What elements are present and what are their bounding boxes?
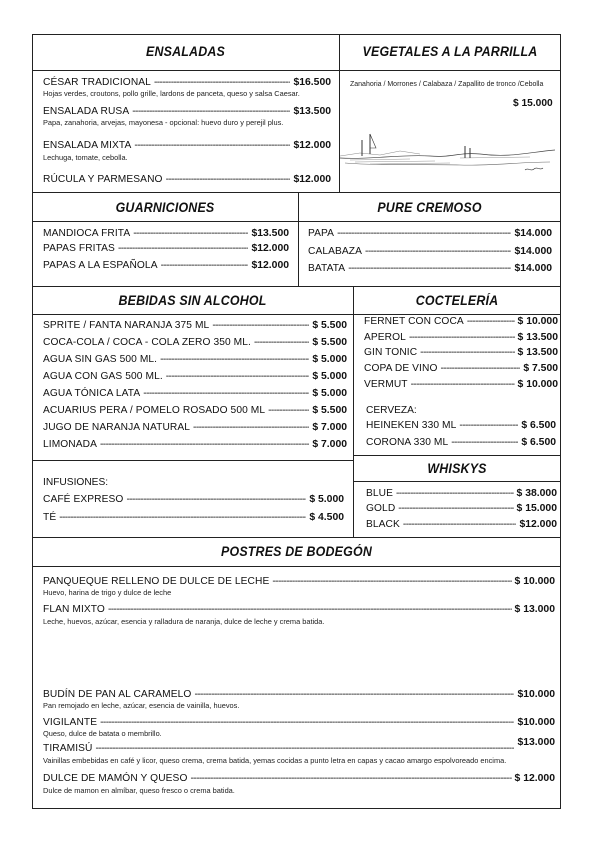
vegetales-title: VEGETALES A LA PARRILLA bbox=[362, 44, 538, 59]
ensaladas-title: ENSALADAS bbox=[146, 44, 225, 59]
list-item bbox=[43, 228, 289, 239]
list-item bbox=[366, 488, 557, 499]
item-description: Queso, dulce de batata o membrillo. bbox=[43, 729, 162, 738]
item-description: Dulce de mamon en almíbar, queso fresco o crema batida. bbox=[43, 786, 235, 795]
divider bbox=[32, 460, 353, 461]
list-item bbox=[43, 773, 555, 784]
item-price: $14.000 bbox=[514, 263, 552, 274]
bebidas-title: BEBIDAS SIN ALCOHOL bbox=[118, 293, 267, 308]
divider bbox=[353, 455, 561, 456]
item-name: FLAN MIXTO bbox=[43, 604, 105, 615]
dotted-leader bbox=[268, 405, 309, 416]
item-price: $ 5.000 bbox=[309, 494, 344, 505]
item-price: $13.500 bbox=[251, 228, 289, 239]
dotted-leader bbox=[95, 743, 514, 754]
item-name: PANQUEQUE RELLENO DE DULCE DE LECHE bbox=[43, 576, 270, 587]
divider bbox=[32, 192, 561, 193]
dotted-leader bbox=[396, 488, 514, 499]
item-description: Papa, zanahoria, arvejas, mayonesa - opcional: huevo duro y perejil plus. bbox=[43, 118, 284, 127]
item-description: Pan remojado en leche, azúcar, esencia de vainilla, huevos. bbox=[43, 701, 240, 710]
dotted-leader bbox=[337, 228, 511, 239]
item-price: $ 10.000 bbox=[517, 379, 558, 390]
item-name: AGUA SIN GAS 500 ML. bbox=[43, 354, 158, 365]
dotted-leader bbox=[100, 439, 309, 450]
divider bbox=[32, 221, 561, 222]
item-name: ENSALADA MIXTA bbox=[43, 140, 132, 151]
item-description: Vainillas embebidas en café y licor, queso crema, crema batida, yemas cocidas a punto letra en capas y cacao amargo espolvoreado encima. bbox=[43, 756, 507, 765]
dotted-leader bbox=[272, 576, 511, 587]
item-description: Hojas verdes, croutons, pollo grille, lardons de panceta, queso y salsa Caesar. bbox=[43, 89, 300, 98]
cocteleria-title: COCTELERÍA bbox=[415, 293, 499, 308]
list-item bbox=[43, 388, 347, 399]
dotted-leader bbox=[100, 717, 514, 728]
dotted-leader bbox=[190, 773, 511, 784]
item-price: $14.000 bbox=[514, 246, 552, 257]
list-item bbox=[43, 260, 289, 271]
item-description: Lechuga, tomate, cebolla. bbox=[43, 153, 128, 162]
dotted-leader bbox=[348, 263, 511, 274]
item-name: TÉ bbox=[43, 512, 57, 523]
divider bbox=[32, 314, 561, 315]
item-name: RÚCULA Y PARMESANO bbox=[43, 174, 163, 185]
list-item bbox=[43, 737, 555, 754]
vegetales-description: Zanahoria / Morrones / Calabaza / Zapallito de tronco /Cebolla bbox=[350, 81, 544, 88]
dotted-leader bbox=[132, 106, 290, 117]
item-price: $ 13.000 bbox=[514, 604, 555, 615]
list-item bbox=[43, 512, 344, 523]
divider bbox=[32, 537, 561, 538]
item-price: $ 13.500 bbox=[517, 347, 558, 358]
item-name: ACUARIUS PERA / POMELO ROSADO 500 ML bbox=[43, 405, 266, 416]
item-name: JUGO DE NARANJA NATURAL bbox=[43, 422, 191, 433]
dotted-leader bbox=[59, 512, 306, 523]
list-item bbox=[364, 316, 558, 327]
item-name: SPRITE / FANTA NARANJA 375 ML bbox=[43, 320, 210, 331]
item-name: BLUE bbox=[366, 488, 394, 499]
item-price: $ 5.000 bbox=[312, 388, 347, 399]
dotted-leader bbox=[440, 363, 520, 374]
pure-title: PURE CREMOSO bbox=[377, 200, 482, 215]
list-item bbox=[43, 405, 347, 416]
item-price: $ 7.000 bbox=[312, 439, 347, 450]
item-name: ENSALADA RUSA bbox=[43, 106, 130, 117]
item-name: GIN TONIC bbox=[364, 347, 418, 358]
divider bbox=[298, 192, 299, 286]
list-item bbox=[43, 689, 555, 700]
dotted-leader bbox=[459, 420, 518, 431]
divider bbox=[32, 70, 561, 71]
dotted-leader bbox=[411, 379, 515, 390]
list-item bbox=[308, 228, 552, 239]
item-price: $ 5.500 bbox=[312, 337, 347, 348]
item-name: COCA-COLA / COCA - COLA ZERO 350 ML. bbox=[43, 337, 251, 348]
item-name: CÉSAR TRADICIONAL bbox=[43, 77, 151, 88]
list-item bbox=[43, 494, 344, 505]
item-price: $ 6.500 bbox=[521, 420, 556, 431]
item-price: $12.000 bbox=[293, 174, 331, 185]
list-item bbox=[43, 77, 331, 88]
item-price: $ 7.500 bbox=[523, 363, 558, 374]
list-item bbox=[43, 717, 555, 728]
item-price: $ 5.500 bbox=[312, 405, 347, 416]
item-name: CAFÉ EXPRESO bbox=[43, 494, 124, 505]
dotted-leader bbox=[409, 332, 515, 343]
item-name: BATATA bbox=[308, 263, 346, 274]
dotted-leader bbox=[420, 347, 514, 358]
item-price: $ 10.000 bbox=[517, 316, 558, 327]
list-item bbox=[364, 347, 558, 358]
dotted-leader bbox=[143, 388, 309, 399]
item-name: CALABAZA bbox=[308, 246, 363, 257]
item-price: $ 10.000 bbox=[514, 576, 555, 587]
item-price: $ 5.000 bbox=[312, 371, 347, 382]
landscape-sketch-illustration bbox=[340, 118, 555, 188]
postres-title: POSTRES DE BODEGÓN bbox=[221, 544, 372, 559]
item-name: AGUA TÓNICA LATA bbox=[43, 388, 141, 399]
item-name: LIMONADA bbox=[43, 439, 98, 450]
dotted-leader bbox=[118, 243, 248, 254]
list-item bbox=[43, 371, 347, 382]
item-price: $ 5.000 bbox=[312, 354, 347, 365]
guarniciones-title: GUARNICIONES bbox=[115, 200, 215, 215]
item-name: HEINEKEN 330 ML bbox=[366, 420, 457, 431]
dotted-leader bbox=[467, 316, 515, 327]
dotted-leader bbox=[133, 228, 248, 239]
item-price: $ 38.000 bbox=[516, 488, 557, 499]
dotted-leader bbox=[166, 174, 291, 185]
item-name: PAPAS FRITAS bbox=[43, 243, 115, 254]
item-name: TIRAMISÚ bbox=[43, 743, 93, 754]
list-item bbox=[43, 576, 555, 587]
item-name: CORONA 330 ML bbox=[366, 437, 449, 448]
item-price: $ 7.000 bbox=[312, 422, 347, 433]
dotted-leader bbox=[108, 604, 512, 615]
list-item bbox=[364, 332, 558, 343]
item-name: GOLD bbox=[366, 503, 396, 514]
item-description: Huevo, harina de trigo y dulce de leche bbox=[43, 588, 172, 597]
item-name: DULCE DE MAMÓN Y QUESO bbox=[43, 773, 188, 784]
list-item bbox=[43, 106, 331, 117]
item-name: APEROL bbox=[364, 332, 406, 343]
item-price: $14.000 bbox=[514, 228, 552, 239]
list-item bbox=[366, 437, 556, 448]
item-price: $13.500 bbox=[293, 106, 331, 117]
item-price: $ 12.000 bbox=[514, 773, 555, 784]
dotted-leader bbox=[126, 494, 306, 505]
dotted-leader bbox=[365, 246, 511, 257]
list-item bbox=[366, 503, 557, 514]
item-price: $ 5.500 bbox=[312, 320, 347, 331]
list-item bbox=[43, 320, 347, 331]
list-item bbox=[43, 354, 347, 365]
vegetales-price: $ 15.000 bbox=[513, 98, 553, 109]
dotted-leader bbox=[154, 77, 291, 88]
dotted-leader bbox=[193, 422, 309, 433]
list-item bbox=[364, 379, 558, 390]
list-item bbox=[366, 519, 557, 530]
item-name: VERMUT bbox=[364, 379, 408, 390]
divider bbox=[32, 286, 561, 287]
item-price: $13.000 bbox=[517, 737, 555, 748]
item-price: $12.000 bbox=[293, 140, 331, 151]
item-price: $16.500 bbox=[293, 77, 331, 88]
cerveza-label: CERVEZA: bbox=[366, 405, 417, 416]
list-item bbox=[43, 174, 331, 185]
list-item bbox=[43, 422, 347, 433]
item-name: PAPAS A LA ESPAÑOLA bbox=[43, 260, 158, 271]
item-price: $ 13.500 bbox=[517, 332, 558, 343]
item-price: $12.000 bbox=[519, 519, 557, 530]
item-description: Leche, huevos, azúcar, esencia y ralladura de naranja, dulce de leche y crema batida. bbox=[43, 617, 325, 626]
item-name: PAPA bbox=[308, 228, 335, 239]
list-item bbox=[364, 363, 558, 374]
whiskys-title: WHISKYS bbox=[427, 461, 487, 476]
list-item bbox=[308, 246, 552, 257]
dotted-leader bbox=[161, 260, 249, 271]
dotted-leader bbox=[254, 337, 309, 348]
item-name: COPA DE VINO bbox=[364, 363, 438, 374]
list-item bbox=[43, 439, 347, 450]
divider bbox=[353, 481, 561, 482]
dotted-leader bbox=[160, 354, 309, 365]
item-name: FERNET CON COCA bbox=[364, 316, 464, 327]
item-name: AGUA CON GAS 500 ML. bbox=[43, 371, 163, 382]
item-name: VIGILANTE bbox=[43, 717, 98, 728]
dotted-leader bbox=[451, 437, 518, 448]
list-item bbox=[43, 337, 347, 348]
dotted-leader bbox=[403, 519, 517, 530]
dotted-leader bbox=[212, 320, 309, 331]
divider bbox=[353, 286, 354, 537]
list-item bbox=[366, 420, 556, 431]
item-price: $ 6.500 bbox=[521, 437, 556, 448]
list-item bbox=[308, 263, 552, 274]
item-price: $10.000 bbox=[517, 689, 555, 700]
infusiones-label: INFUSIONES: bbox=[43, 477, 109, 488]
item-name: BUDÍN DE PAN AL CARAMELO bbox=[43, 689, 192, 700]
item-name: MANDIOCA FRITA bbox=[43, 228, 131, 239]
dotted-leader bbox=[166, 371, 310, 382]
dotted-leader bbox=[194, 689, 514, 700]
item-price: $ 15.000 bbox=[516, 503, 557, 514]
dotted-leader bbox=[134, 140, 290, 151]
list-item bbox=[43, 243, 289, 254]
item-price: $10.000 bbox=[517, 717, 555, 728]
item-price: $ 4.500 bbox=[309, 512, 344, 523]
list-item bbox=[43, 604, 555, 615]
divider bbox=[32, 566, 561, 567]
item-price: $12.000 bbox=[251, 260, 289, 271]
item-name: BLACK bbox=[366, 519, 400, 530]
list-item bbox=[43, 140, 331, 151]
item-price: $12.000 bbox=[251, 243, 289, 254]
dotted-leader bbox=[398, 503, 513, 514]
